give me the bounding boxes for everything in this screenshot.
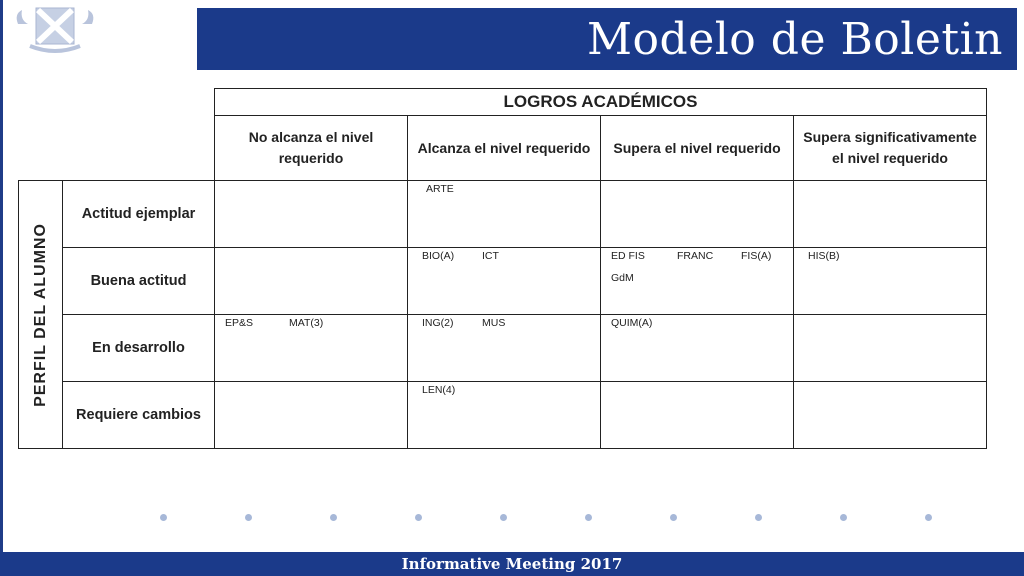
row-header-good-attitude: Buena actitud bbox=[63, 248, 215, 315]
subject-item: ICT bbox=[482, 250, 499, 262]
table-cell bbox=[408, 315, 601, 382]
row-header-needs-change: Requiere cambios bbox=[63, 382, 215, 449]
dot-decoration bbox=[415, 514, 422, 521]
subject-item: HIS(B) bbox=[808, 250, 840, 262]
column-header-below-level: No alcanza el nivel requerido bbox=[215, 116, 408, 181]
dot-decoration bbox=[670, 514, 677, 521]
table-cell bbox=[215, 382, 408, 449]
table-cell bbox=[408, 382, 601, 449]
school-crest-logo bbox=[10, 4, 100, 58]
dot-decoration bbox=[330, 514, 337, 521]
title-banner bbox=[197, 8, 1017, 70]
subject-item: ING(2) bbox=[422, 317, 454, 329]
dot-decoration bbox=[925, 514, 932, 521]
table-row bbox=[19, 181, 987, 248]
table-cell bbox=[794, 181, 987, 248]
slide-title: Modelo de Boletin bbox=[586, 14, 1003, 65]
table-cell bbox=[215, 248, 408, 315]
dot-decoration bbox=[160, 514, 167, 521]
table-row bbox=[19, 382, 987, 449]
left-frame-line bbox=[0, 0, 3, 576]
decorative-dots bbox=[160, 514, 940, 524]
row-header-developing: En desarrollo bbox=[63, 315, 215, 382]
subject-item: QUIM(A) bbox=[611, 317, 653, 329]
subject-item: ARTE bbox=[426, 183, 454, 195]
subject-item: MAT(3) bbox=[289, 317, 324, 329]
subject-item: FRANC bbox=[677, 250, 714, 262]
table-cell bbox=[215, 315, 408, 382]
table-cell bbox=[794, 315, 987, 382]
table-cell bbox=[601, 315, 794, 382]
subject-item: BIO(A) bbox=[422, 250, 455, 262]
table-cell bbox=[601, 248, 794, 315]
table-cell bbox=[408, 181, 601, 248]
table-row bbox=[19, 248, 987, 315]
dot-decoration bbox=[245, 514, 252, 521]
subject-item: FIS(A) bbox=[741, 250, 772, 262]
side-label-text: PERFIL DEL ALUMNO bbox=[31, 222, 49, 407]
column-header-greatly-exceeds-level: Supera significativamente el nivel requerido bbox=[794, 116, 987, 181]
footer-text: Informative Meeting 2017 bbox=[401, 555, 623, 573]
dot-decoration bbox=[500, 514, 507, 521]
table-cell bbox=[601, 382, 794, 449]
subject-item: GdM bbox=[611, 272, 634, 284]
row-header-exemplary: Actitud ejemplar bbox=[63, 181, 215, 248]
table-corner-blank bbox=[19, 89, 215, 181]
student-profile-side-label bbox=[19, 181, 63, 449]
subject-item: ED FIS bbox=[611, 250, 645, 262]
subject-item: MUS bbox=[482, 317, 506, 329]
table-cell bbox=[794, 382, 987, 449]
report-card-table bbox=[18, 88, 987, 449]
column-header-meets-level: Alcanza el nivel requerido bbox=[408, 116, 601, 181]
subject-item: EP&S bbox=[225, 317, 254, 329]
footer-banner bbox=[0, 552, 1024, 576]
dot-decoration bbox=[840, 514, 847, 521]
subject-item: LEN(4) bbox=[422, 384, 456, 396]
dot-decoration bbox=[755, 514, 762, 521]
table-row bbox=[19, 315, 987, 382]
table-cell bbox=[215, 181, 408, 248]
dot-decoration bbox=[585, 514, 592, 521]
column-header-exceeds-level: Supera el nivel requerido bbox=[601, 116, 794, 181]
table-cell bbox=[601, 181, 794, 248]
academic-achievement-header: LOGROS ACADÉMICOS bbox=[215, 89, 987, 116]
table-cell bbox=[408, 248, 601, 315]
table-cell bbox=[794, 248, 987, 315]
